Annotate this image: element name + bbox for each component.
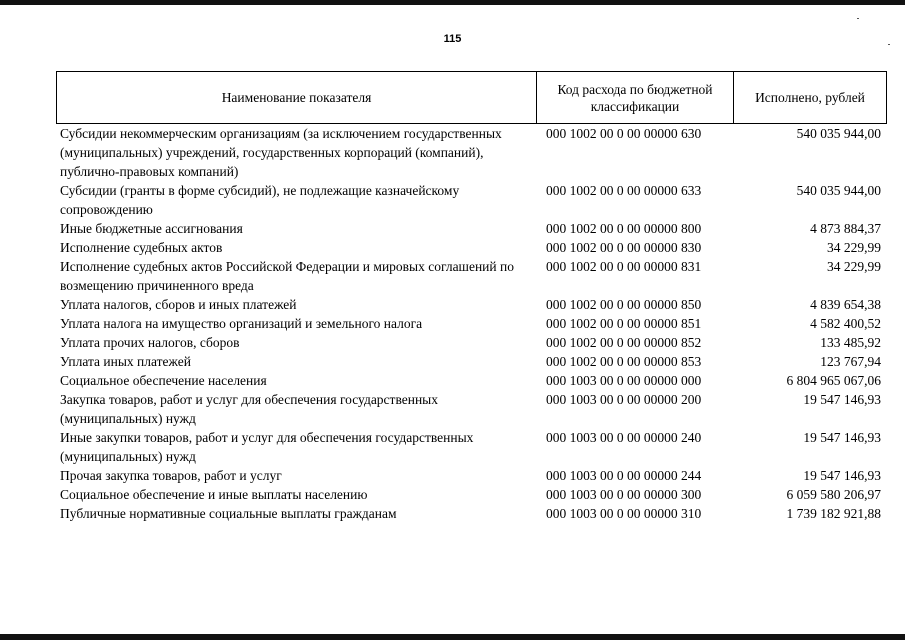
row-name: Иные бюджетные ассигнования: [60, 221, 243, 236]
row-name: Уплата прочих налогов, сборов: [60, 335, 240, 350]
row-code: 000 1003 00 0 00 00000 300: [546, 487, 702, 502]
row-name: Закупка товаров, работ и услуг для обеспечения государственных (муниципальных) нужд: [60, 392, 439, 426]
row-name: Публичные нормативные социальные выплаты гражданам: [60, 506, 397, 521]
table-row: [56, 466, 887, 485]
table-row: [56, 428, 887, 466]
table-row: [56, 485, 887, 504]
row-amount: 4 873 884,37: [810, 221, 881, 236]
row-amount: 34 229,99: [827, 240, 881, 255]
table-row: [56, 238, 887, 257]
scan-speck: [857, 18, 859, 19]
page-number: 115: [443, 33, 462, 45]
row-code: 000 1003 00 0 00 00000 310: [546, 506, 702, 521]
table-row: [56, 181, 887, 219]
table-row: [56, 124, 887, 181]
row-amount: 4 582 400,52: [810, 316, 881, 331]
row-amount: 123 767,94: [820, 354, 881, 369]
row-code: 000 1002 00 0 00 00000 630: [546, 126, 702, 141]
row-amount: 540 035 944,00: [796, 183, 881, 198]
row-name: Исполнение судебных актов: [60, 240, 223, 255]
table-row: [56, 314, 887, 333]
row-name: Субсидии (гранты в форме субсидий), не подлежащие казначейскому сопровождению: [60, 183, 460, 217]
row-amount: 19 547 146,93: [803, 468, 881, 483]
row-code: 000 1002 00 0 00 00000 831: [546, 259, 702, 274]
table-body: [56, 124, 887, 523]
header-code: Код расхода по бюджетной классификации: [537, 72, 734, 123]
row-amount: 19 547 146,93: [803, 392, 881, 407]
row-code: 000 1003 00 0 00 00000 200: [546, 392, 702, 407]
row-amount: 540 035 944,00: [796, 126, 881, 141]
row-amount: 34 229,99: [827, 259, 881, 274]
row-code: 000 1002 00 0 00 00000 830: [546, 240, 702, 255]
row-amount: 6 804 965 067,06: [786, 373, 881, 388]
row-name: Социальное обеспечение и иные выплаты населению: [60, 487, 368, 502]
table-row: [56, 371, 887, 390]
row-code: 000 1003 00 0 00 00000 000: [546, 373, 702, 388]
row-code: 000 1003 00 0 00 00000 244: [546, 468, 702, 483]
table-header: [56, 71, 887, 124]
row-code: 000 1003 00 0 00 00000 240: [546, 430, 702, 445]
row-name: Исполнение судебных актов Российской Федерации и мировых соглашений по возмещению причиненного вреда: [60, 259, 514, 293]
table-row: [56, 219, 887, 238]
row-name: Субсидии некоммерческим организациям (за исключением государственных (муниципальных) учреждений, государственных корпораций (компаний), публично-правовых компаний): [60, 126, 502, 179]
scan-edge-top: [0, 0, 905, 5]
header-amount: Исполнено, рублей: [755, 90, 865, 105]
row-amount: 133 485,92: [820, 335, 881, 350]
table-row: [56, 352, 887, 371]
row-name: Уплата иных платежей: [60, 354, 191, 369]
table-row: [56, 504, 887, 523]
row-amount: 19 547 146,93: [803, 430, 881, 445]
row-name: Уплата налога на имущество организаций и земельного налога: [60, 316, 423, 331]
row-code: 000 1002 00 0 00 00000 851: [546, 316, 702, 331]
table-row: [56, 333, 887, 352]
row-amount: 4 839 654,38: [810, 297, 881, 312]
row-amount: 1 739 182 921,88: [786, 506, 881, 521]
table-row: [56, 257, 887, 295]
table-row: [56, 390, 887, 428]
row-code: 000 1002 00 0 00 00000 853: [546, 354, 702, 369]
row-name: Прочая закупка товаров, работ и услуг: [60, 468, 282, 483]
header-name: Наименование показателя: [57, 72, 537, 123]
scan-edge-bottom: [0, 634, 905, 640]
row-name: Социальное обеспечение населения: [60, 373, 267, 388]
row-name: Уплата налогов, сборов и иных платежей: [60, 297, 297, 312]
row-code: 000 1002 00 0 00 00000 800: [546, 221, 702, 236]
row-name: Иные закупки товаров, работ и услуг для обеспечения государственных (муниципальных) нужд: [60, 430, 474, 464]
row-code: 000 1002 00 0 00 00000 852: [546, 335, 702, 350]
row-amount: 6 059 580 206,97: [786, 487, 881, 502]
row-code: 000 1002 00 0 00 00000 633: [546, 183, 702, 198]
row-code: 000 1002 00 0 00 00000 850: [546, 297, 702, 312]
table-row: [56, 295, 887, 314]
